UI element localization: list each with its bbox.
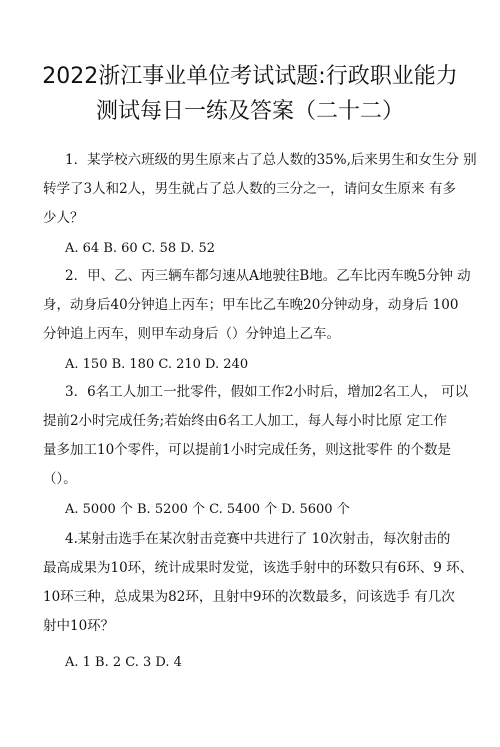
question-line: 最高成果为10环，统计成果时发觉，该选手射中的环数只有6环、9 环、 xyxy=(43,560,474,576)
question-line: 3．6名工人加工一批零件，假如工作2小时后，增加2名工人， 可以 xyxy=(65,384,469,400)
question-line: 身，动身后40分钟追上丙车；甲车比乙车晚20分钟动身，动身后 100 xyxy=(43,297,459,313)
question-1-text xyxy=(43,146,477,233)
question-line: 10环三种，总成果为82环，且射中9环的次数最多，问该选手 有几次 xyxy=(43,589,455,605)
question-line: 量多加工10个零件，可以提前1小时完成任务，则这批零件 的个数是 xyxy=(43,442,452,458)
question-line: 转学了3人和2人，男生就占了总人数的三分之一，请问女生原来 有多 xyxy=(43,181,456,197)
document-title-line-1: 2022浙江事业单位考试试题:行政职业能力 xyxy=(42,64,458,89)
question-3-text xyxy=(43,378,469,494)
question-3-options: A. 5000 个 B. 5200 个 C. 5400 个 D. 5600 个 xyxy=(65,502,350,517)
question-line: 4.某射击选手在某次射击竞赛中共进行了 10次射击，每次射击的 xyxy=(65,531,451,547)
question-line: 2．甲、乙、丙三辆车都匀速从A地驶往B地。乙车比丙车晚5分钟 动 xyxy=(65,268,471,284)
question-line: 少人？ xyxy=(43,210,84,226)
question-2-text xyxy=(43,262,471,349)
question-1-options: A. 64 B. 60 C. 58 D. 52 xyxy=(65,241,216,256)
question-line: 射中10环？ xyxy=(43,618,115,634)
question-line: 分钟追上丙车，则甲车动身后（）分钟追上乙车。 xyxy=(43,326,340,342)
question-4-text xyxy=(43,525,474,641)
question-line: 1．某学校六班级的男生原来占了总人数的35%,后来男生和女生分 别 xyxy=(65,152,477,168)
question-2-options: A. 150 B. 180 C. 210 D. 240 xyxy=(65,357,249,372)
question-4-options: A. 1 B. 2 C. 3 D. 4 xyxy=(65,655,182,670)
document-title-line-2: 测试每日一练及答案（二十二） xyxy=(95,99,404,124)
question-line: 提前2小时完成任务;若始终由6名工人加工，每人每小时比原 定工作 xyxy=(43,413,448,429)
question-line: （）。 xyxy=(43,471,77,487)
